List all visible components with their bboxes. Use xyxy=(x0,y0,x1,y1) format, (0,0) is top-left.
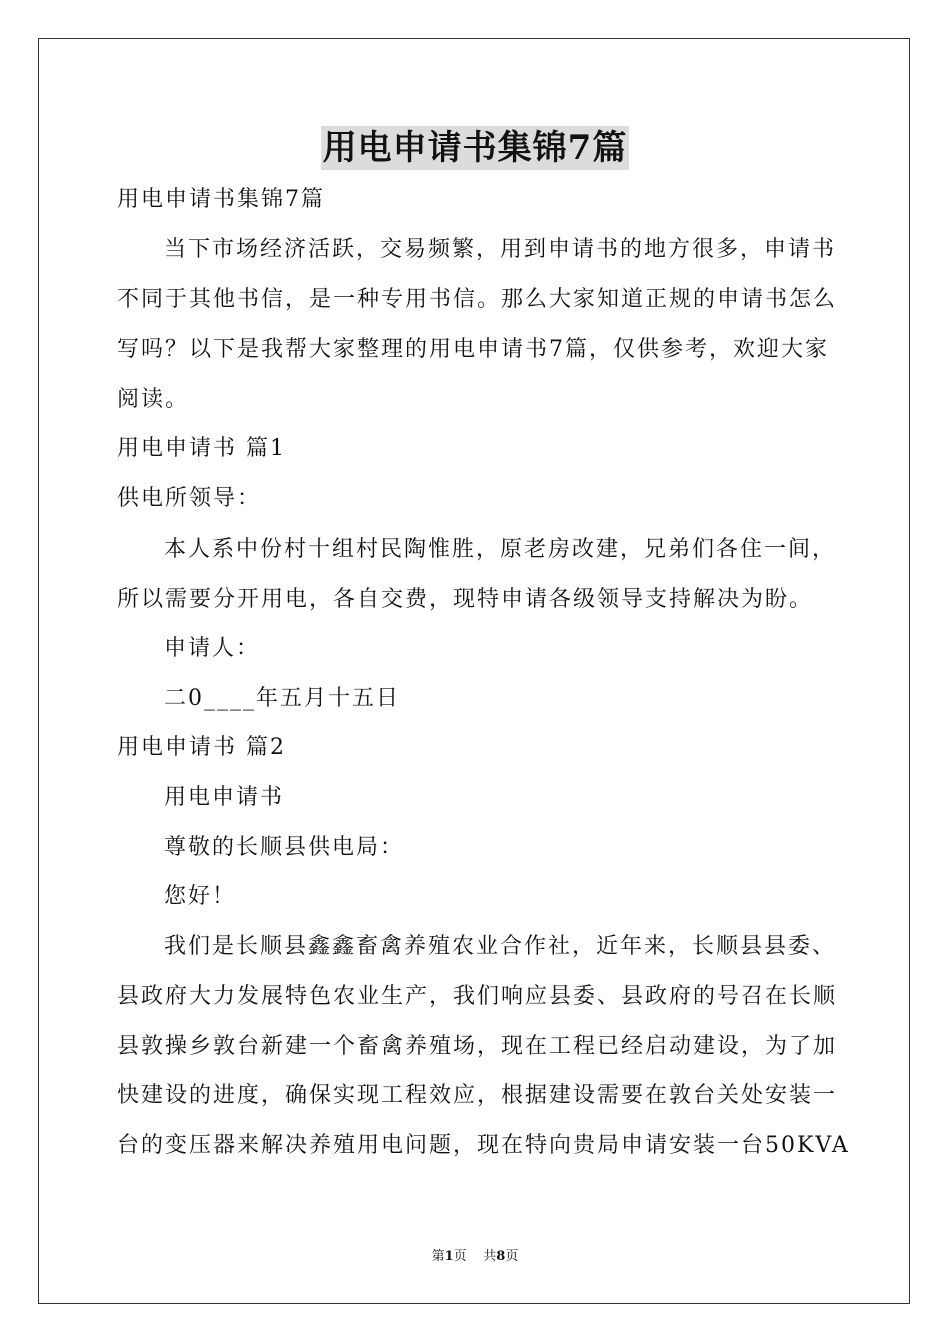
page-number: 1 xyxy=(444,1249,454,1264)
paragraph-line: 台的变压器来解决养殖用电问题，现在特向贵局申请安装一台50KVA xyxy=(117,1133,850,1158)
paragraph-line: 本人系中份村十组村民陶惟胜，原老房改建，兄弟们各住一间， xyxy=(164,537,837,562)
total-suffix: 页 xyxy=(505,1249,519,1264)
date-line: 二0____年五月十五日 xyxy=(164,686,400,711)
page-prefix: 第 xyxy=(431,1249,445,1264)
total-prefix: 共 xyxy=(483,1249,497,1264)
signature-line: 申请人： xyxy=(164,636,261,661)
page-border xyxy=(38,38,910,1304)
paragraph-line: 所以需要分开用电，各自交费，现特申请各级领导支持解决为盼。 xyxy=(117,587,814,612)
section-heading: 用电申请书 篇2 xyxy=(117,735,286,760)
page-suffix: 页 xyxy=(453,1249,467,1264)
title-wrap xyxy=(0,126,950,170)
paragraph-line: 当下市场经济活跃，交易频繁，用到申请书的地方很多，申请书 xyxy=(164,237,837,262)
page-footer xyxy=(0,1248,950,1266)
page-total: 8 xyxy=(496,1249,506,1264)
greeting-line: 您好！ xyxy=(164,884,237,909)
section-heading: 用电申请书 篇1 xyxy=(117,436,286,461)
salutation-line: 尊敬的长顺县供电局： xyxy=(164,835,405,860)
paragraph-line: 快建设的进度，确保实现工程效应，根据建设需要在敦台关处安装一 xyxy=(117,1083,838,1108)
paragraph-line: 不同于其他书信，是一种专用书信。那么大家知道正规的申请书怎么 xyxy=(117,287,838,312)
document-title: 用电申请书集锦7篇 xyxy=(322,128,628,168)
paragraph-line: 县敦操乡敦台新建一个畜禽养殖场，现在工程已经启动建设，为了加 xyxy=(117,1034,838,1059)
paragraph-line: 阅读。 xyxy=(117,387,190,412)
paragraph-line: 写吗？以下是我帮大家整理的用电申请书7篇，仅供参考，欢迎大家 xyxy=(117,337,829,362)
salutation-line: 供电所领导： xyxy=(117,486,262,511)
letter-title-line: 用电申请书 xyxy=(164,785,285,810)
subtitle-line: 用电申请书集锦7篇 xyxy=(117,187,325,212)
paragraph-line: 我们是长顺县鑫鑫畜禽养殖农业合作社，近年来，长顺县县委、 xyxy=(164,934,837,959)
paragraph-line: 县政府大力发展特色农业生产，我们响应县委、县政府的号召在长顺 xyxy=(117,984,838,1009)
